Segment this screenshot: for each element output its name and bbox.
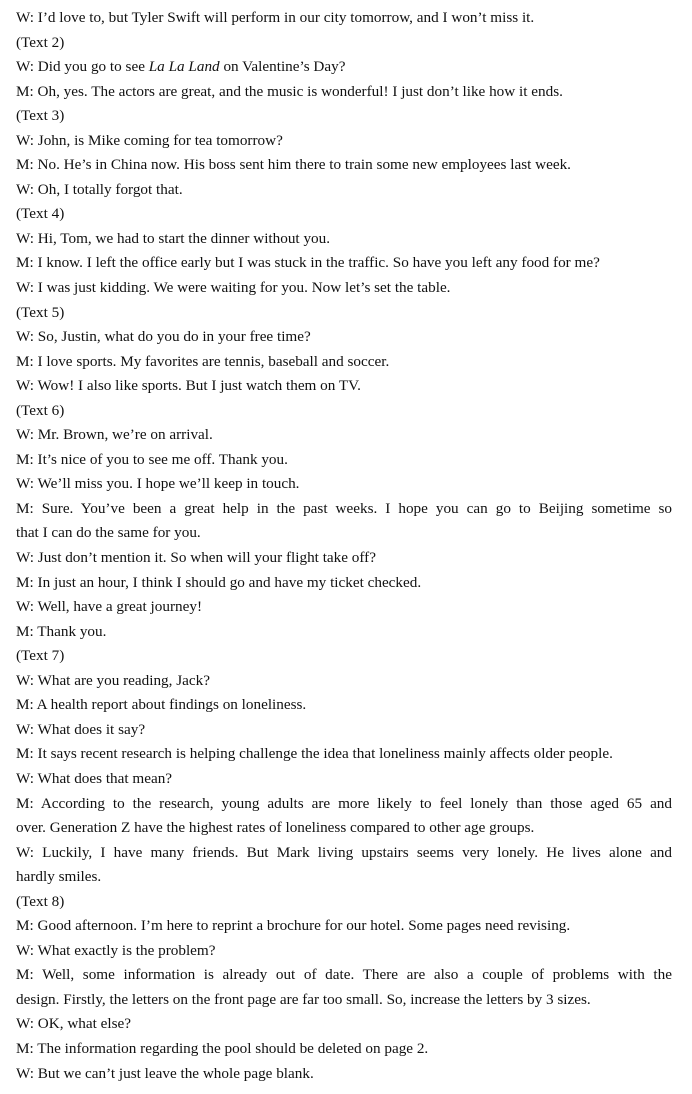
dialogue-line: W: Did you go to see La La Land on Valentine’s Day? (16, 58, 346, 76)
section-heading: (Text 7) (16, 647, 65, 665)
section-heading: (Text 3) (16, 107, 65, 125)
dialogue-line-continuation: hardly smiles. (16, 868, 102, 886)
dialogue-line: W: What exactly is the problem? (16, 941, 216, 959)
section-heading: (Text 2) (16, 33, 65, 51)
dialogue-line: W: So, Justin, what do you do in your free time? (16, 328, 311, 346)
dialogue-line: W: What does that mean? (16, 769, 173, 787)
dialogue-line: W: Well, have a great journey! (16, 598, 203, 616)
dialogue-line-continuation: that I can do the same for you. (16, 524, 201, 542)
dialogue-line: W: We’ll miss you. I hope we’ll keep in touch. (16, 475, 300, 493)
dialogue-line: W: Luckily, I have many friends. But Mark living upstairs seems very lonely. He lives alone and (16, 843, 672, 861)
dialogue-line: M: I know. I left the office early but I was stuck in the traffic. So have you left any food for me? (16, 254, 600, 272)
section-heading: (Text 4) (16, 205, 65, 223)
dialogue-line: W: John, is Mike coming for tea tomorrow? (16, 131, 283, 149)
dialogue-line: W: Oh, I totally forgot that. (16, 180, 183, 198)
dialogue-line: M: I love sports. My favorites are tennis, baseball and soccer. (16, 352, 390, 370)
dialogue-line: M: Well, some information is already out of date. There are also a couple of problems with the (16, 966, 672, 984)
dialogue-line: M: Oh, yes. The actors are great, and the music is wonderful! I just don’t like how it ends. (16, 82, 563, 100)
dialogue-line: M: In just an hour, I think I should go and have my ticket checked. (16, 573, 422, 591)
dialogue-line: W: What does it say? (16, 720, 146, 738)
dialogue-line: W: Mr. Brown, we’re on arrival. (16, 426, 213, 444)
dialogue-line-continuation: design. Firstly, the letters on the front page are far too small. So, increase the letters by 3 sizes. (16, 990, 591, 1008)
dialogue-line: W: I was just kidding. We were waiting for you. Now let’s set the table. (16, 279, 451, 297)
film-title: La La Land (148, 58, 220, 76)
dialogue-line: W: Hi, Tom, we had to start the dinner without you. (16, 229, 331, 247)
dialogue-line: M: The information regarding the pool should be deleted on page 2. (16, 1039, 429, 1057)
dialogue-line-continuation: over. Generation Z have the highest rates of loneliness compared to other age groups. (16, 819, 535, 837)
dialogue-line: W: OK, what else? (16, 1015, 131, 1033)
section-heading: (Text 8) (16, 892, 65, 910)
dialogue-line: M: Thank you. (16, 622, 107, 640)
dialogue-line: W: What are you reading, Jack? (16, 671, 210, 689)
section-heading: (Text 6) (16, 401, 65, 419)
dialogue-line: W: Wow! I also like sports. But I just watch them on TV. (16, 377, 361, 395)
dialogue-line: M: Sure. You’ve been a great help in the past weeks. I hope you can go to Beijing sometime so (16, 499, 672, 517)
dialogue-line: M: A health report about findings on loneliness. (16, 696, 307, 714)
section-heading: (Text 5) (16, 303, 65, 321)
dialogue-line: W: But we can’t just leave the whole page blank. (16, 1064, 314, 1082)
dialogue-line: M: It’s nice of you to see me off. Thank you. (16, 450, 288, 468)
dialogue-line: M: According to the research, young adults are more likely to feel lonely than those aged 65 and (16, 794, 672, 812)
dialogue-line: M: No. He’s in China now. His boss sent him there to train some new employees last week. (16, 156, 571, 174)
dialogue-line: W: I’d love to, but Tyler Swift will perform in our city tomorrow, and I won’t miss it. (16, 9, 535, 26)
dialogue-line: M: It says recent research is helping challenge the idea that loneliness mainly affects older people. (16, 745, 613, 763)
transcript-document (16, 6, 672, 1086)
dialogue-line: M: Good afternoon. I’m here to reprint a brochure for our hotel. Some pages need revising. (16, 917, 571, 935)
dialogue-line: W: Just don’t mention it. So when will your flight take off? (16, 549, 376, 567)
